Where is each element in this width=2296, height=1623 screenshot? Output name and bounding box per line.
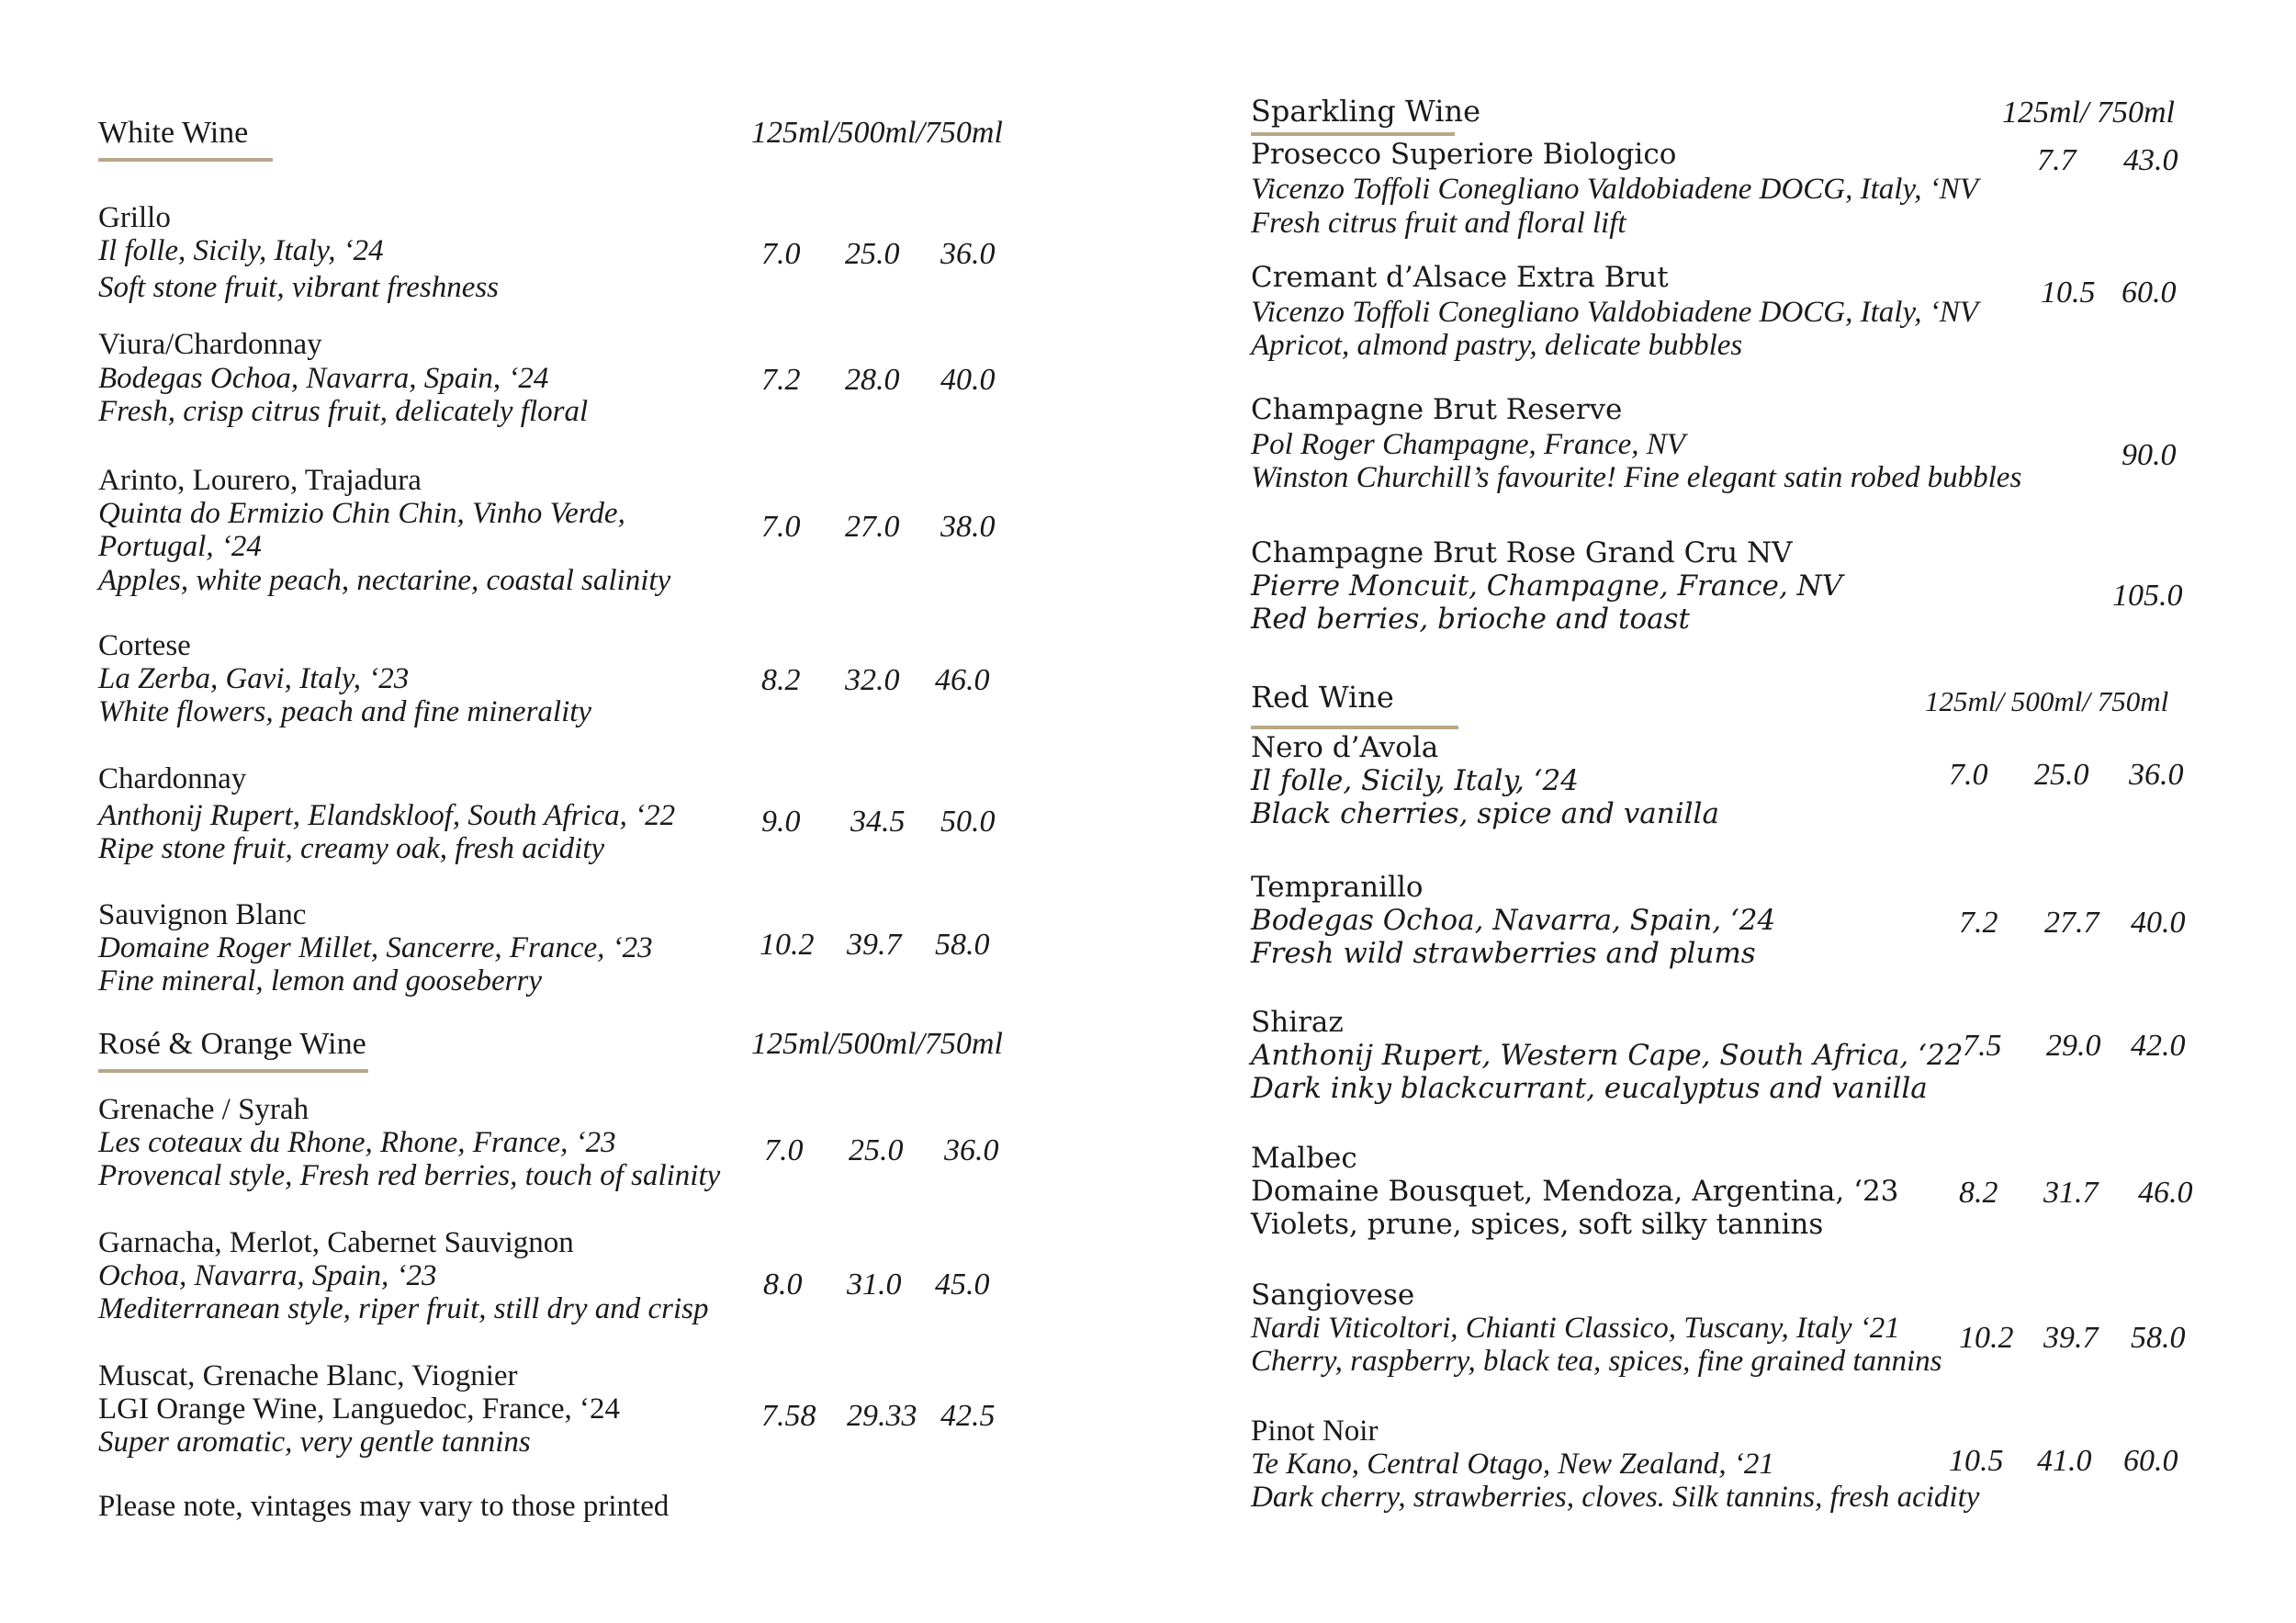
wine-name: Prosecco Superiore Biologico <box>1251 138 1677 171</box>
price-750ml: 105.0 <box>2112 579 2183 613</box>
wine-notes: Red berries, brioche and toast <box>1251 603 1690 636</box>
price-125ml: 7.2 <box>761 363 801 397</box>
price-125ml: 7.5 <box>1963 1029 2002 1063</box>
wine-notes: Apples, white peach, nectarine, coastal salinity <box>98 564 671 597</box>
price-500ml: 27.0 <box>845 510 900 544</box>
price-500ml: 25.0 <box>845 237 900 271</box>
wine-producer: Nardi Viticoltori, Chianti Classico, Tuscany, Italy ‘21 <box>1251 1312 1900 1345</box>
price-750ml: 58.0 <box>2131 1321 2186 1355</box>
price-500ml: 29.0 <box>2046 1029 2101 1063</box>
wine-notes: Dark inky blackcurrant, eucalyptus and vanilla <box>1251 1072 1928 1105</box>
price-750ml: 40.0 <box>2131 906 2186 940</box>
price-750ml: 60.0 <box>2123 1444 2178 1478</box>
price-500ml: 34.5 <box>850 805 906 839</box>
wine-producer: Les coteaux du Rhone, Rhone, France, ‘23 <box>98 1126 616 1159</box>
wine-producer: Domaine Bousquet, Mendoza, Argentina, ‘23 <box>1251 1175 1899 1208</box>
white-wine-rule <box>98 158 273 162</box>
wine-name: Cortese <box>98 629 191 662</box>
price-750ml: 60.0 <box>2122 276 2177 310</box>
price-125ml: 7.0 <box>1949 758 1988 792</box>
sparkling-wine-sizes: 125ml/ 750ml <box>2002 96 2175 130</box>
wine-notes: Fresh, crisp citrus fruit, delicately floral <box>98 395 589 428</box>
wine-notes: Provencal style, Fresh red berries, touch of salinity <box>98 1159 721 1192</box>
white-wine-sizes: 125ml/500ml/750ml <box>751 116 1003 150</box>
price-750ml: 90.0 <box>2122 438 2177 472</box>
price-125ml: 10.5 <box>2041 276 2096 310</box>
wine-name: Muscat, Grenache Blanc, Viognier <box>98 1359 518 1392</box>
wine-notes: Cherry, raspberry, black tea, spices, fine grained tannins <box>1251 1345 1942 1378</box>
rose-wine-heading: Rosé & Orange Wine <box>98 1027 366 1061</box>
wine-name: Grenache / Syrah <box>98 1093 310 1126</box>
price-500ml: 27.7 <box>2044 906 2099 940</box>
price-125ml: 7.58 <box>761 1399 816 1433</box>
white-wine-heading: White Wine <box>98 116 249 150</box>
sparkling-wine-heading: Sparkling Wine <box>1251 94 1481 129</box>
price-125ml: 7.0 <box>761 510 801 544</box>
wine-name: Shiraz <box>1251 1006 1344 1039</box>
red-wine-sizes: 125ml/ 500ml/ 750ml <box>1925 685 2169 717</box>
price-750ml: 58.0 <box>935 928 990 962</box>
price-125ml: 7.0 <box>761 237 801 271</box>
wine-notes: Fine mineral, lemon and gooseberry <box>98 964 542 997</box>
vintage-note: Please note, vintages may vary to those printed <box>98 1490 670 1523</box>
wine-name: Chardonnay <box>98 762 247 795</box>
wine-notes: White flowers, peach and fine minerality <box>98 695 592 728</box>
wine-producer: Quinta do Ermizio Chin Chin, Vinho Verde, <box>98 497 625 530</box>
price-750ml: 42.5 <box>940 1399 996 1433</box>
price-750ml: 38.0 <box>940 510 996 544</box>
wine-producer: Il folle, Sicily, Italy, ‘24 <box>1251 764 1579 797</box>
wine-notes: Violets, prune, spices, soft silky tannins <box>1251 1208 1824 1241</box>
wine-producer: Vicenzo Toffoli Conegliano Valdobiadene DOCG, Italy, ‘NV <box>1251 296 1978 329</box>
price-750ml: 36.0 <box>940 237 996 271</box>
price-750ml: 46.0 <box>935 663 990 697</box>
price-750ml: 46.0 <box>2138 1176 2193 1210</box>
wine-name: Nero d’Avola <box>1251 731 1439 764</box>
wine-name: Cremant d’Alsace Extra Brut <box>1251 261 1669 294</box>
wine-notes: Apricot, almond pastry, delicate bubbles <box>1251 329 1743 362</box>
wine-name: Malbec <box>1251 1142 1357 1175</box>
red-wine-rule <box>1251 726 1458 729</box>
price-125ml: 8.0 <box>763 1268 803 1302</box>
price-125ml: 7.7 <box>2037 143 2077 177</box>
price-500ml: 31.7 <box>2043 1176 2099 1210</box>
wine-producer: La Zerba, Gavi, Italy, ‘23 <box>98 662 410 695</box>
wine-notes: Super aromatic, very gentle tannins <box>98 1426 531 1459</box>
wine-name: Sangiovese <box>1251 1279 1415 1312</box>
wine-notes: Soft stone fruit, vibrant freshness <box>98 271 500 304</box>
price-750ml: 36.0 <box>2129 758 2184 792</box>
wine-producer-line2: Portugal, ‘24 <box>98 530 262 563</box>
price-750ml: 36.0 <box>944 1133 999 1167</box>
price-750ml: 40.0 <box>940 363 996 397</box>
price-750ml: 50.0 <box>940 805 996 839</box>
wine-notes: Black cherries, spice and vanilla <box>1251 797 1719 830</box>
price-750ml: 43.0 <box>2123 143 2178 177</box>
price-750ml: 42.0 <box>2131 1029 2186 1063</box>
wine-notes: Ripe stone fruit, creamy oak, fresh acidity <box>98 832 605 865</box>
price-500ml: 28.0 <box>845 363 900 397</box>
wine-name: Grillo <box>98 201 171 234</box>
wine-notes: Fresh citrus fruit and floral lift <box>1251 207 1626 240</box>
wine-name: Sauvignon Blanc <box>98 898 307 931</box>
wine-name: Tempranillo <box>1251 871 1424 904</box>
wine-producer: Pierre Moncuit, Champagne, France, NV <box>1251 569 1843 603</box>
wine-producer: Ochoa, Navarra, Spain, ‘23 <box>98 1259 437 1292</box>
wine-name: Champagne Brut Rose Grand Cru NV <box>1251 536 1793 569</box>
price-125ml: 7.0 <box>764 1133 804 1167</box>
wine-producer: Bodegas Ochoa, Navarra, Spain, ‘24 <box>98 362 549 395</box>
price-125ml: 8.2 <box>761 663 801 697</box>
price-125ml: 10.5 <box>1949 1444 2004 1478</box>
price-500ml: 41.0 <box>2037 1444 2092 1478</box>
price-125ml: 7.2 <box>1959 906 1998 940</box>
wine-name: Viura/Chardonnay <box>98 328 322 361</box>
wine-name: Arinto, Lourero, Trajadura <box>98 464 422 497</box>
wine-producer: Pol Roger Champagne, France, NV <box>1251 428 1685 461</box>
price-500ml: 25.0 <box>2034 758 2089 792</box>
rose-wine-sizes: 125ml/500ml/750ml <box>751 1027 1003 1061</box>
price-125ml: 10.2 <box>760 928 815 962</box>
price-125ml: 10.2 <box>1959 1321 2014 1355</box>
red-wine-heading: Red Wine <box>1251 680 1394 715</box>
wine-name: Champagne Brut Reserve <box>1251 393 1623 426</box>
price-125ml: 9.0 <box>761 805 801 839</box>
wine-notes: Mediterranean style, riper fruit, still dry and crisp <box>98 1292 709 1325</box>
wine-producer: Domaine Roger Millet, Sancerre, France, ‘23 <box>98 931 653 964</box>
price-500ml: 39.7 <box>847 928 902 962</box>
wine-producer: LGI Orange Wine, Languedoc, France, ‘24 <box>98 1392 621 1426</box>
price-125ml: 8.2 <box>1959 1176 1998 1210</box>
sparkling-wine-rule <box>1251 132 1455 136</box>
wine-producer: Anthonij Rupert, Elandskloof, South Africa, ‘22 <box>98 799 676 832</box>
price-500ml: 32.0 <box>845 663 900 697</box>
wine-name: Pinot Noir <box>1251 1414 1379 1448</box>
wine-notes: Winston Churchill’s favourite! Fine elegant satin robed bubbles <box>1251 461 2022 494</box>
wine-name: Garnacha, Merlot, Cabernet Sauvignon <box>98 1226 574 1259</box>
wine-producer: Vicenzo Toffoli Conegliano Valdobiadene DOCG, Italy, ‘NV <box>1251 173 1978 206</box>
wine-producer: Bodegas Ochoa, Navarra, Spain, ‘24 <box>1251 904 1776 937</box>
wine-producer: Te Kano, Central Otago, New Zealand, ‘21 <box>1251 1448 1774 1481</box>
wine-producer: Anthonij Rupert, Western Cape, South Africa, ‘22 <box>1251 1039 1964 1072</box>
wine-notes: Fresh wild strawberries and plums <box>1251 937 1756 970</box>
wine-notes: Dark cherry, strawberries, cloves. Silk tannins, fresh acidity <box>1251 1481 1980 1514</box>
rose-wine-rule <box>98 1069 368 1073</box>
price-500ml: 25.0 <box>849 1133 904 1167</box>
price-500ml: 39.7 <box>2043 1321 2099 1355</box>
price-750ml: 45.0 <box>935 1268 990 1302</box>
price-500ml: 29.33 <box>847 1399 917 1433</box>
price-500ml: 31.0 <box>847 1268 902 1302</box>
wine-producer: Il folle, Sicily, Italy, ‘24 <box>98 234 384 267</box>
